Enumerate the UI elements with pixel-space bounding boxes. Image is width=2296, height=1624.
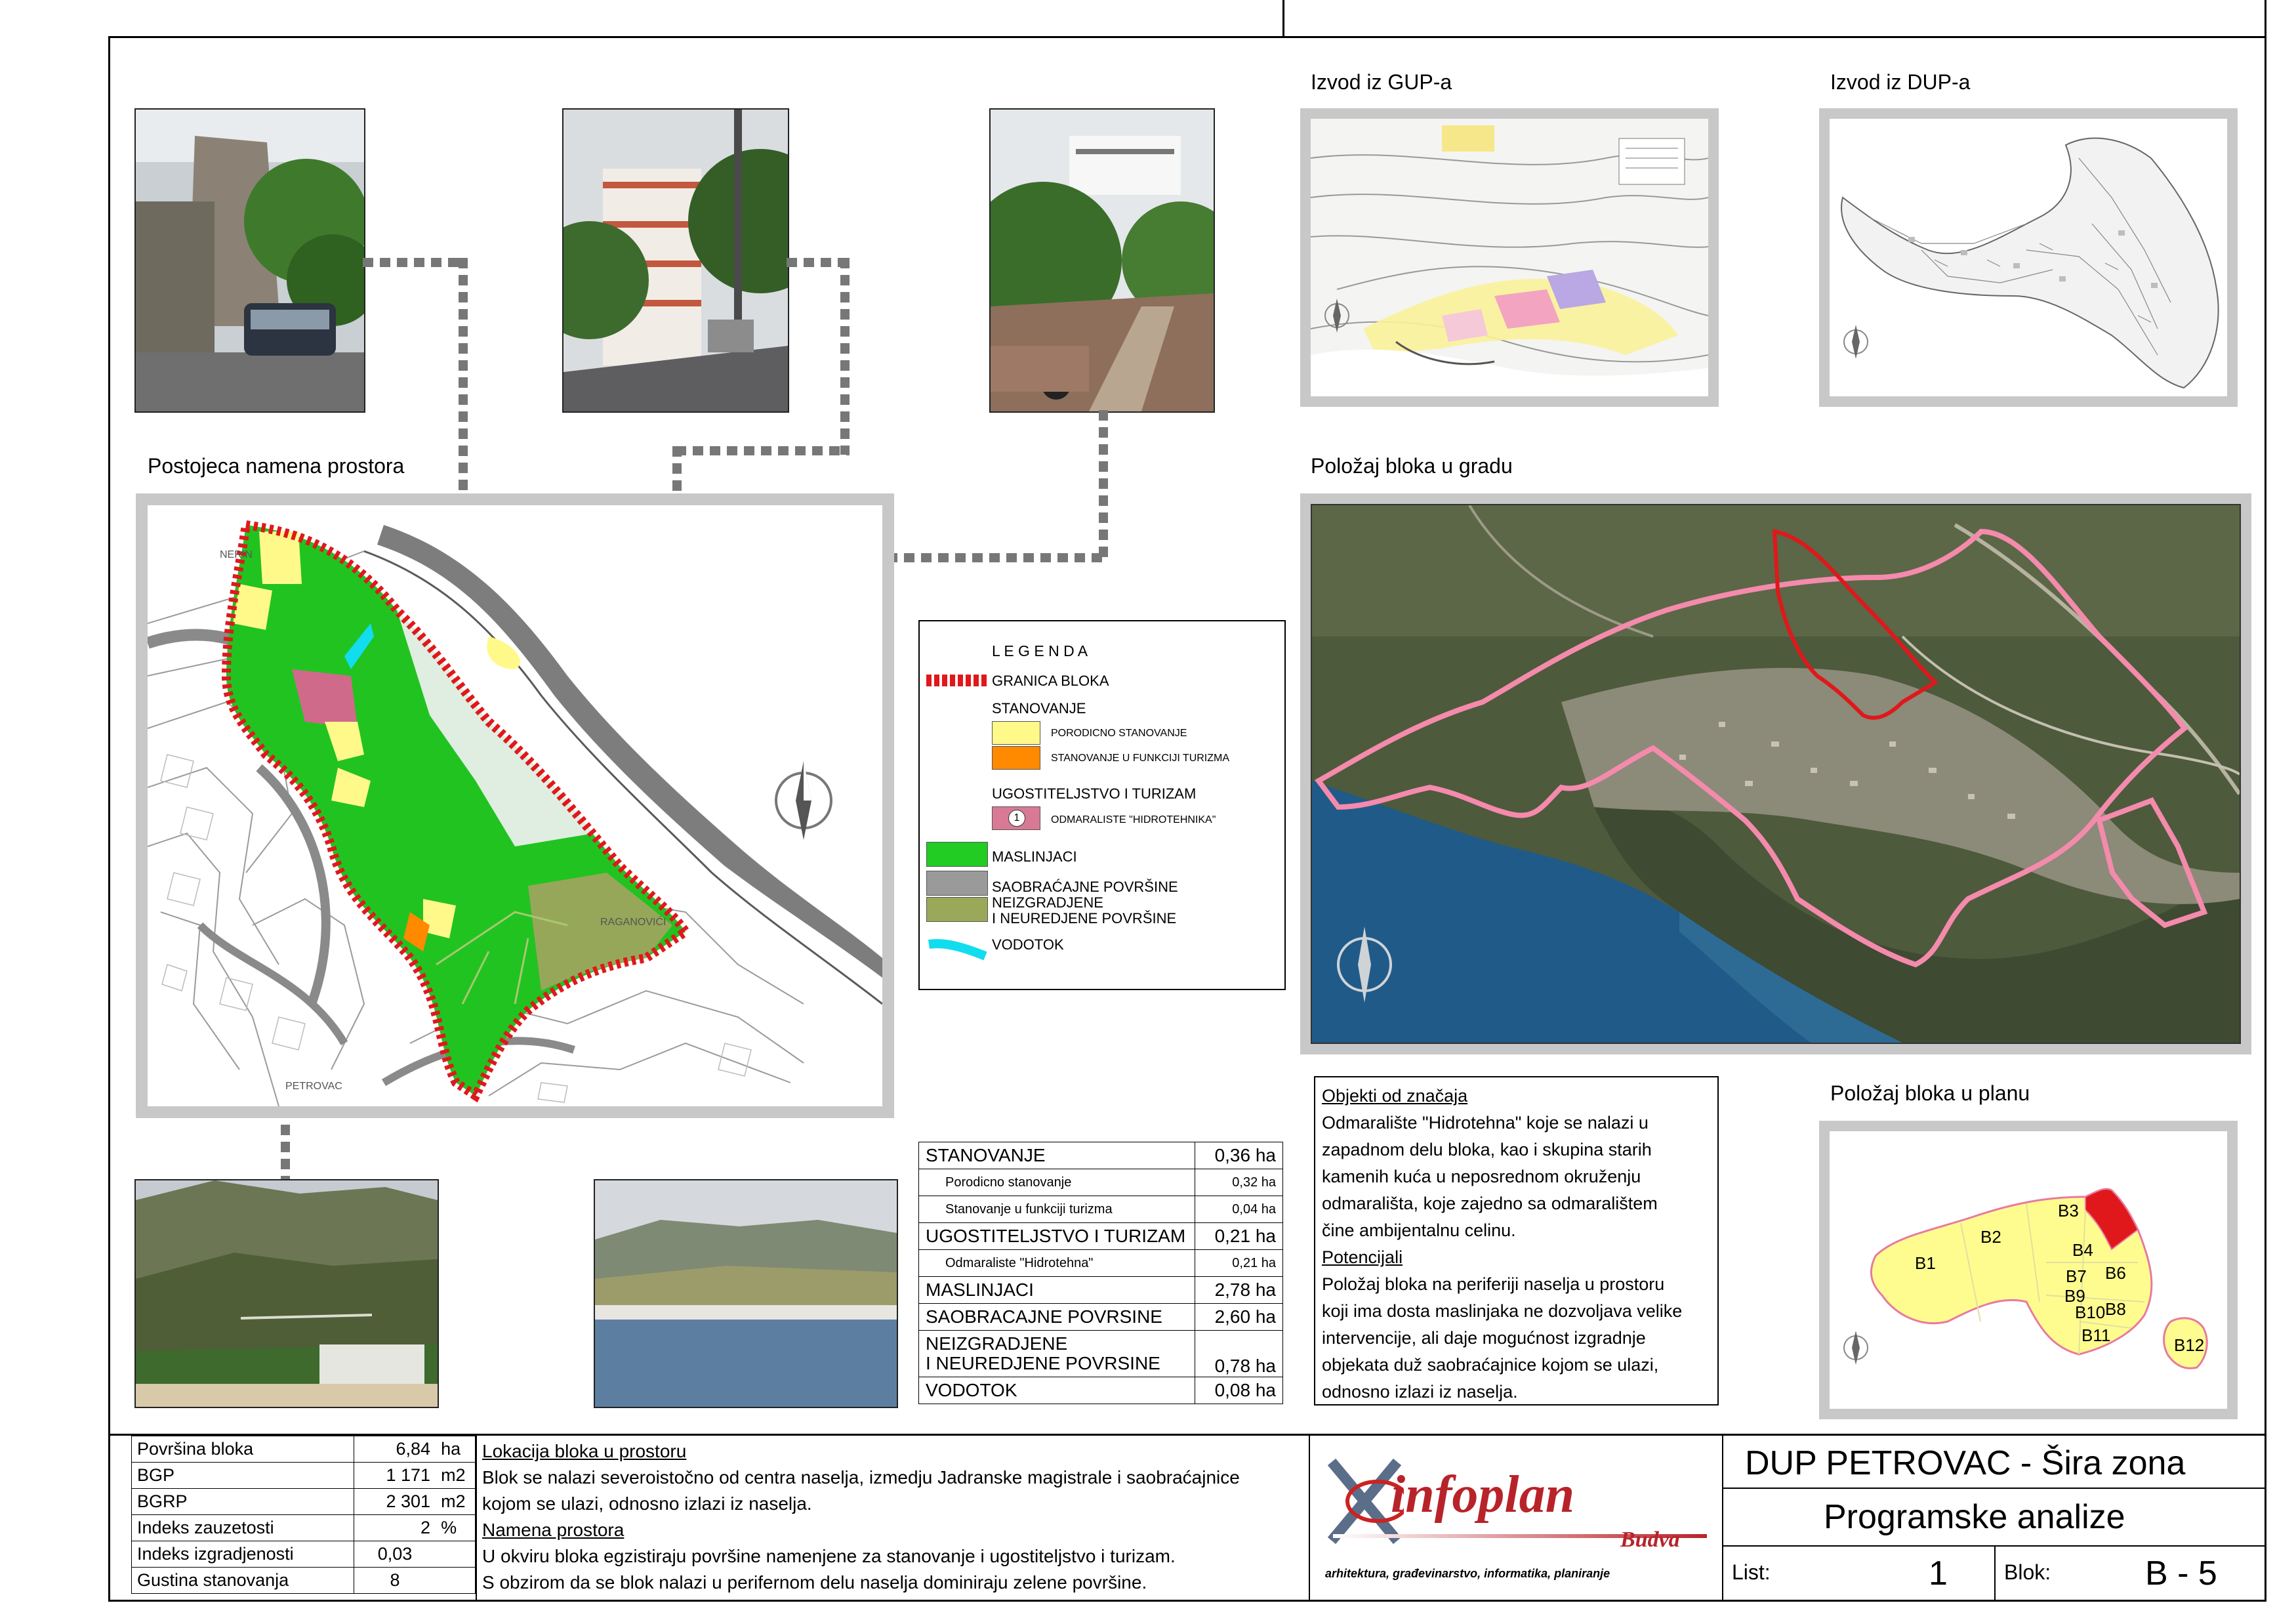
area-value: 0,21 ha: [1195, 1223, 1283, 1250]
purpose-line: S obzirom da se blok nalazi u perifernom delu naselja dominiraju zelene površine.: [482, 1572, 1147, 1593]
divider: [1309, 1436, 1310, 1600]
photo-apartment-building: [562, 108, 789, 413]
plan-block-label: B10: [2075, 1302, 2106, 1322]
divider: [1994, 1545, 1996, 1601]
divider: [476, 1436, 477, 1600]
stat-value: 8: [354, 1568, 436, 1594]
stat-unit: [436, 1541, 475, 1568]
legend-resort: ODMARALISTE "HIDROTEHNIKA": [1051, 814, 1216, 825]
area-name: MASLINJACI: [919, 1277, 1195, 1304]
potentials-line: odnosno izlazi iz naselja.: [1322, 1382, 1518, 1402]
gup-map-frame: [1300, 108, 1719, 407]
legend-family-housing: PORODICNO STANOVANJE: [1051, 728, 1187, 739]
stats-row: [132, 1436, 476, 1463]
project-title: DUP PETROVAC - Šira zona: [1745, 1444, 2186, 1482]
stat-unit: ha: [436, 1436, 475, 1463]
objects-heading: Objekti od značaja: [1322, 1086, 1468, 1106]
existing-use-map: [148, 505, 882, 1106]
location-heading: Lokacija bloka u prostoru: [482, 1441, 687, 1461]
potentials-heading: Potencijali: [1322, 1247, 1403, 1267]
area-name-line: NEIZGRADJENE: [926, 1333, 1068, 1354]
plan-block-label: B2: [1980, 1227, 2001, 1247]
boundary-swatch: [926, 675, 987, 686]
area-value: 2,78 ha: [1195, 1277, 1283, 1304]
stat-value: 6,84: [354, 1436, 436, 1463]
legend-olives: MASLINJACI: [992, 848, 1077, 865]
plan-block-label: B11: [2081, 1325, 2111, 1345]
aerial-map: [1311, 504, 2241, 1044]
logo-tagline: arhitektura, građevinarstvo, informatika, planiranje: [1325, 1567, 1610, 1580]
area-row: [919, 1169, 1283, 1196]
plan-block-label: B3: [2058, 1201, 2079, 1220]
stat-unit: m2: [436, 1489, 475, 1515]
stat-label: BGP: [132, 1463, 354, 1489]
legend-hospitality: UGOSTITELJSTVO I TURIZAM: [992, 785, 1197, 802]
purpose-line: U okviru bloka egzistiraju površine namenjene za stanovanje i ugostiteljstvo i turizam.: [482, 1546, 1176, 1566]
connector: [840, 258, 850, 455]
area-name: STANOVANJE: [919, 1142, 1195, 1169]
photo-stairs-villa: [989, 108, 1215, 413]
area-row: [919, 1277, 1283, 1304]
connector: [1099, 410, 1108, 561]
legend-traffic: SAOBRAĆAJNE POVRŠINE: [992, 879, 1178, 895]
area-value: 0,36 ha: [1195, 1142, 1283, 1169]
swatch-tourism-housing: [992, 746, 1040, 770]
photo-stone-house: [134, 108, 365, 413]
objects-text-box: [1314, 1076, 1719, 1405]
sheet-label: List:: [1732, 1560, 1771, 1584]
location-line: kojom se ulazi, odnosno izlazi iz naselja.: [482, 1493, 812, 1514]
frame-tick: [1282, 0, 1284, 38]
stats-row: [132, 1489, 476, 1515]
photo-mountain-view: [134, 1179, 439, 1408]
area-value: 0,32 ha: [1195, 1169, 1283, 1196]
stats-table: [131, 1436, 476, 1594]
area-name: SAOBRACAJNE POVRSINE: [919, 1304, 1195, 1331]
area-value: 0,21 ha: [1195, 1250, 1283, 1277]
stats-row: [132, 1568, 476, 1594]
area-name: Odmaraliste "Hidrotehna": [919, 1250, 1195, 1277]
subtitle: Programske analize: [1824, 1498, 2125, 1536]
area-table: [918, 1142, 1283, 1404]
area-name: UGOSTITELJSTVO I TURIZAM: [919, 1223, 1195, 1250]
objects-line: kamenih kuća u neposrednom okruženju: [1322, 1167, 1641, 1186]
logo-city: Budva: [1620, 1528, 1680, 1552]
sheet-number: 1: [1929, 1554, 1948, 1593]
area-value: 0,04 ha: [1195, 1196, 1283, 1223]
area-value: 0,08 ha: [1195, 1377, 1283, 1404]
area-name: Porodicno stanovanje: [919, 1169, 1195, 1196]
plan-map: [1830, 1131, 2227, 1409]
stat-value: 0,03: [354, 1541, 436, 1568]
legend-housing: STANOVANJE: [992, 700, 1086, 717]
gup-map: [1311, 119, 1708, 396]
swatch-traffic: [926, 871, 988, 896]
legend-tourism-housing: STANOVANJE U FUNKCIJI TURIZMA: [1051, 753, 1230, 764]
plan-block-label: B4: [2072, 1240, 2093, 1260]
objects-line: Odmaralište "Hidrotehna" koje se nalazi u: [1322, 1113, 1649, 1133]
location-text: [482, 1438, 1296, 1596]
stat-value: 2 301: [354, 1489, 436, 1515]
potentials-line: Položaj bloka na periferiji naselja u prostoru: [1322, 1274, 1665, 1294]
stat-label: Indeks izgradjenosti: [132, 1541, 354, 1568]
area-row: [919, 1196, 1283, 1223]
area-name: VODOTOK: [919, 1377, 1195, 1404]
frame-left: [108, 36, 110, 1601]
stats-row: [132, 1515, 476, 1541]
block-code: B - 5: [2145, 1554, 2217, 1593]
resort-number-badge: 1: [1008, 810, 1025, 827]
plan-map-frame: [1819, 1121, 2238, 1419]
area-row: [919, 1142, 1283, 1169]
legend-unbuilt-1: NEIZGRADJENE: [992, 894, 1103, 911]
objects-line: čine ambijentalnu celinu.: [1322, 1220, 1516, 1240]
swatch-unbuilt: [926, 897, 988, 922]
divider: [1722, 1488, 2266, 1489]
plan-block-label: B1: [1915, 1253, 1936, 1273]
swatch-olives: [926, 842, 988, 867]
objects-line: odmarališta, koje zajedno sa odmaralištem: [1322, 1194, 1658, 1213]
heading-dup: Izvod iz DUP-a: [1830, 70, 1971, 94]
map-label-raganovici: RAGANOVIĆI: [600, 917, 666, 928]
frame-bottom: [108, 1600, 2266, 1602]
stat-unit: %: [436, 1515, 475, 1541]
area-row: [919, 1223, 1283, 1250]
area-value: 0,78 ha: [1195, 1331, 1283, 1377]
area-name-line: I NEUREDJENE POVRSINE: [926, 1353, 1160, 1373]
area-name: [919, 1331, 1195, 1377]
stat-unit: [436, 1568, 475, 1594]
legend-title: L E G E N D A: [992, 642, 1088, 659]
area-row: [919, 1250, 1283, 1277]
stat-label: Indeks zauzetosti: [132, 1515, 354, 1541]
legend-unbuilt-2: I NEUREDJENE POVRŠINE: [992, 910, 1177, 927]
plan-block-label: B12: [2174, 1335, 2205, 1355]
heading-existing-use: Postojeca namena prostora: [148, 454, 405, 478]
photo-sea-view: [594, 1179, 898, 1408]
block-label: Blok:: [2004, 1560, 2051, 1584]
area-row: [919, 1377, 1283, 1404]
swatch-resort: [992, 806, 1040, 830]
potentials-line: intervencije, ali daje mogućnost izgradnje: [1322, 1328, 1646, 1348]
stat-label: BGRP: [132, 1489, 354, 1515]
area-name: Stanovanje u funkciji turizma: [919, 1196, 1195, 1223]
potentials-line: objekata duž saobraćajnice kojom se ulazi,: [1322, 1355, 1659, 1375]
plan-block-label: B9: [2064, 1286, 2085, 1306]
stat-value: 2: [354, 1515, 436, 1541]
stats-row: [132, 1541, 476, 1568]
connector: [676, 446, 850, 455]
legend-box: [918, 620, 1286, 990]
potentials-line: koji ima dosta maslinjaka ne dozvoljava velike: [1322, 1301, 1683, 1321]
divider: [1722, 1436, 1723, 1600]
stat-unit: m2: [436, 1463, 475, 1489]
logo-name: infoplan: [1391, 1466, 1575, 1524]
stat-label: Površina bloka: [132, 1436, 354, 1463]
dup-map: [1830, 119, 2227, 396]
frame-right: [2265, 0, 2266, 1601]
area-row: [919, 1304, 1283, 1331]
legend-boundary: GRANICA BLOKA: [992, 673, 1109, 689]
purpose-heading: Namena prostora: [482, 1520, 625, 1540]
heading-block-in-city: Položaj bloka u gradu: [1311, 454, 1513, 478]
plan-block-label: B6: [2105, 1263, 2126, 1283]
existing-use-map-frame: [136, 493, 894, 1118]
stat-value: 1 171: [354, 1463, 436, 1489]
aerial-map-frame: [1300, 493, 2251, 1054]
legend-stream: VODOTOK: [992, 936, 1064, 953]
stat-label: Gustina stanovanja: [132, 1568, 354, 1594]
area-row: [919, 1331, 1283, 1377]
swatch-stream: [926, 936, 989, 963]
plan-block-label: B7: [2066, 1266, 2087, 1286]
location-line: Blok se nalazi severoistočno od centra naselja, izmedju Jadranske magistrale i saobraćajnice: [482, 1467, 1240, 1488]
heading-block-in-plan: Položaj bloka u planu: [1830, 1081, 2030, 1105]
connector: [281, 1108, 290, 1180]
map-label-petrovac: PETROVAC: [285, 1081, 342, 1092]
heading-gup: Izvod iz GUP-a: [1311, 70, 1452, 94]
swatch-family-housing: [992, 721, 1040, 745]
map-label-nerin: NERIN: [220, 549, 253, 560]
infoplan-logo: [1312, 1436, 1722, 1600]
stats-row: [132, 1463, 476, 1489]
plan-block-label: B8: [2105, 1299, 2126, 1319]
area-value: 2,60 ha: [1195, 1304, 1283, 1331]
frame-top: [108, 36, 2266, 38]
dup-map-frame: [1819, 108, 2238, 407]
objects-line: zapadnom delu bloka, kao i skupina starih: [1322, 1140, 1652, 1159]
connector: [363, 258, 468, 267]
